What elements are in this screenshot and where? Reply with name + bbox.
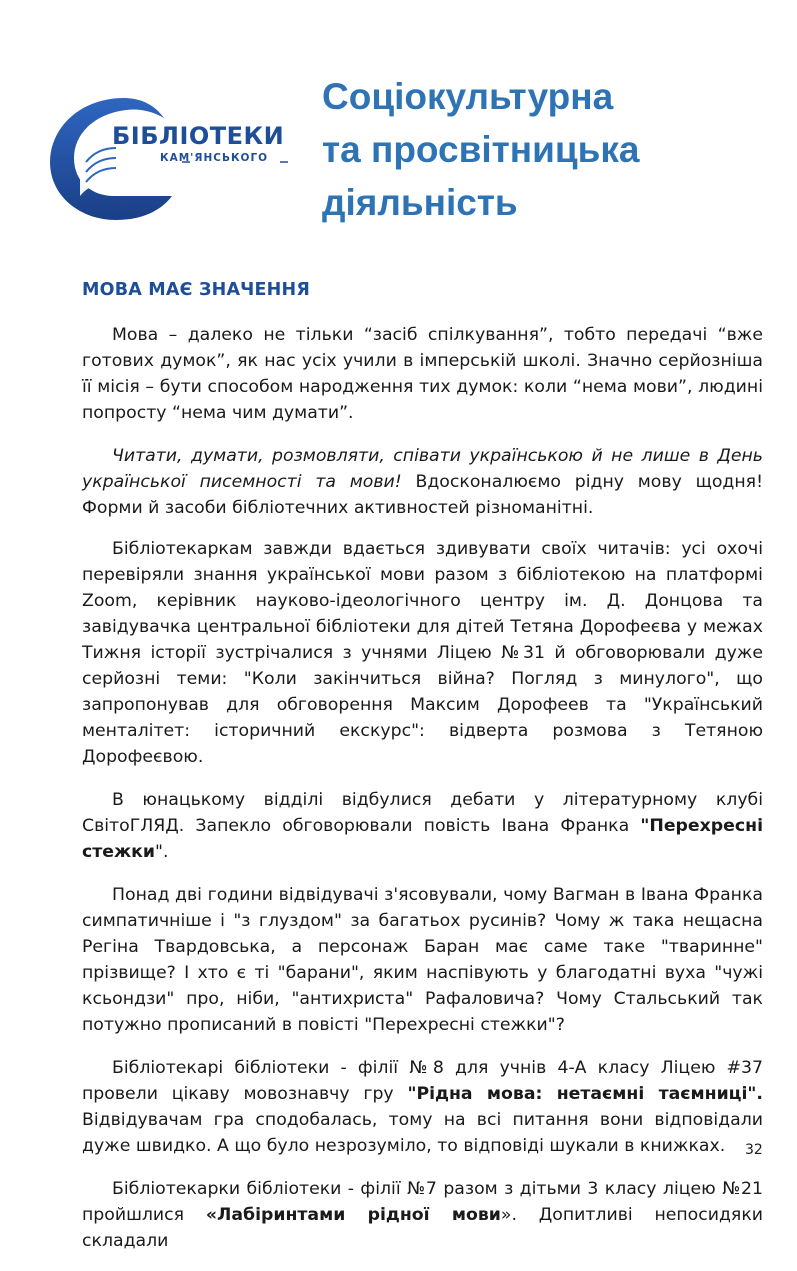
article-body	[82, 322, 763, 1271]
logo-line-1: БІБЛІОТЕКИ	[112, 122, 285, 150]
page-number: 32	[745, 1142, 763, 1158]
paragraph-5: Понад дві години відвідувачі з'ясовували, чому Вагман в Івана Франка симпатичніше і "з глуздом" за багатьох русинів? Чому ж така нещасна Регіна Твардовська, а персонаж Баран має саме таке "тваринне" прізвище? І хто є ті "барани", яким наспівують у благодатні вуха "чужі ксьондзи" про, ніби, "антихриста" Рафаловича? Чому Стальський так потужно прописаний в повісті "Перехресні стежки"?	[82, 885, 763, 1035]
paragraph-2-italic: Читати, думати, розмовляти, співати українською й не лише в День української писемності та мови!	[82, 446, 763, 492]
paragraph-7-bold: «Лабіринтами рідної мови	[205, 1205, 501, 1225]
page-title	[322, 70, 782, 229]
paragraph-4-bold: "Перехресні стежки	[82, 816, 763, 862]
paragraph-7	[82, 1176, 763, 1254]
paragraph-2	[82, 443, 763, 521]
paragraph-6-end: Відвідувачам гра сподобалась, тому на всі питання вони відповідали дуже швидко. А що було незрозуміло, то відповіді шукали в книжках.	[82, 1110, 763, 1156]
paragraph-6-text: Бібліотекарі бібліотеки - філії №8 для учнів 4-А класу Ліцею #37 провели цікаву мовознавчу гру	[82, 1058, 763, 1104]
paragraph-7-text: Бібліотекарки бібліотеки - філії №7 разом з дітьми 3 класу ліцею №21 пройшлися	[82, 1179, 763, 1225]
paragraph-4	[82, 787, 763, 865]
title-line-2: та просвітницька	[322, 129, 640, 170]
section-heading: МОВА МАЄ ЗНАЧЕННЯ	[82, 280, 311, 300]
logo-wordmark	[112, 122, 284, 164]
paragraph-7-end: ». Допитливі непосидяки складали	[82, 1205, 763, 1251]
paragraph-1: Мова – далеко не тільки “засіб спілкування”, тобто передачі “вже готових думок”, як нас усіх учили в імперській школі. Значно серйозніша її місія – бути способом народження тих думок: коли “нема мови”, людині попросту “нема чим думати”.	[82, 325, 763, 423]
title-line-1: Соціокультурна	[322, 76, 614, 117]
paragraph-2-text: Вдосконалюємо рідну мову щодня! Форми й засоби бібліотечних активностей різноманітні.	[82, 472, 763, 518]
logo-line-2: КАМ'ЯНСЬКОГО	[160, 152, 269, 164]
paragraph-6-bold: "Рідна мова: нетаємні таємниці".	[407, 1084, 763, 1104]
paragraph-6	[82, 1055, 763, 1159]
paragraph-4-end: ".	[155, 842, 169, 862]
paragraph-4-text: В юнацькому відділі відбулися дебати у літературному клубі СвітоГЛЯД. Запекло обговорювали повість Івана Франка	[82, 790, 763, 836]
title-line-3: діяльність	[322, 182, 518, 223]
paragraph-3: Бібліотекаркам завжди вдається здивувати своїх читачів: усі охочі перевіряли знання української мови разом з бібліотекою на платформі Zoom, керівник науково-ідеологічного центру ім. Д. Донцова та завідувачка центральної бібліотеки для дітей Тетяна Дорофеєва у межах Тижня історії зустрічалися з учнями Ліцею №31 й обговорювали дуже серйозні теми: "Коли закінчиться війна? Погляд з минулого", що запропонував для обговорення Максим Дорофеев та "Український менталітет: історичний екскурс": відверта розмова з Тетяною Дорофеєвою.	[82, 539, 763, 767]
